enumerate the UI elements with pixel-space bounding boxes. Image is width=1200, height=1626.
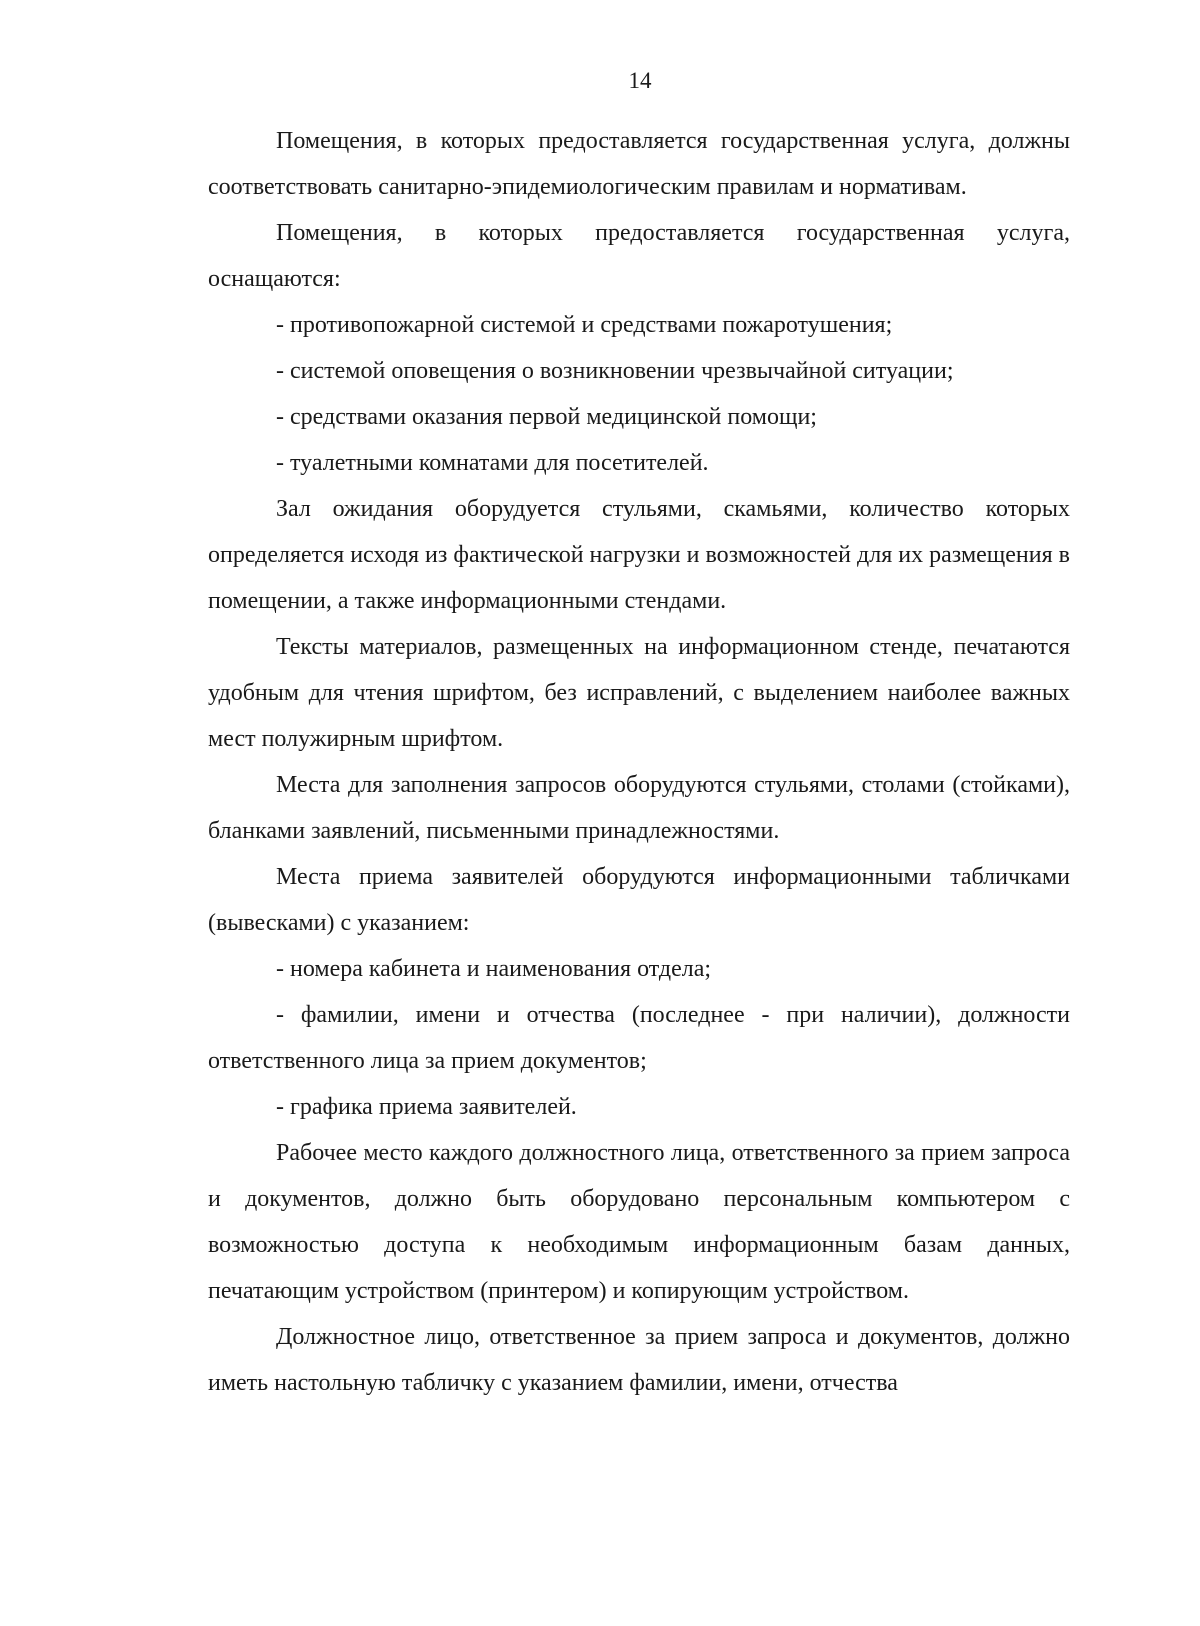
paragraph-reception-places: Места приема заявителей оборудуются информационными табличками (вывесками) с указанием: bbox=[208, 864, 1070, 936]
list-item-room-number: - номера кабинета и наименования отдела; bbox=[276, 956, 712, 982]
paragraph-waiting-hall: Зал ожидания оборудуется стульями, скамьями, количество которых определяется исходя из фактической нагрузки и возможностей для их размещения в помещении, а также информационными стендами. bbox=[208, 496, 1070, 614]
paragraph-official-nameplate: Должностное лицо, ответственное за прием запроса и документов, должно иметь настольную табличку с указанием фамилии, имени, отчества bbox=[208, 1324, 1070, 1396]
list-item-fire-system: - противопожарной системой и средствами пожаротушения; bbox=[276, 312, 893, 338]
list-item-restrooms: - туалетными комнатами для посетителей. bbox=[276, 450, 709, 476]
list-item-emergency-notification: - системой оповещения о возникновении чрезвычайной ситуации; bbox=[276, 358, 954, 384]
list-item-first-aid: - средствами оказания первой медицинской помощи; bbox=[276, 404, 817, 430]
paragraph-stand-texts: Тексты материалов, размещенных на информационном стенде, печатаются удобным для чтения шрифтом, без исправлений, с выделением наиболее важных мест полужирным шрифтом. bbox=[208, 634, 1070, 752]
paragraph-premises-sanitary: Помещения, в которых предоставляется государственная услуга, должны соответствовать санитарно-эпидемиологическим правилам и нормативам. bbox=[208, 128, 1070, 200]
list-item-responsible-person: - фамилии, имени и отчества (последнее - при наличии), должности ответственного лица за прием документов; bbox=[208, 1002, 1070, 1074]
paragraph-request-places: Места для заполнения запросов оборудуются стульями, столами (стойками), бланками заявлений, письменными принадлежностями. bbox=[208, 772, 1070, 844]
page-number: 14 bbox=[628, 68, 652, 93]
paragraph-premises-equipment: Помещения, в которых предоставляется государственная услуга, оснащаются: bbox=[208, 220, 1070, 292]
document-body bbox=[208, 118, 1070, 1406]
list-item-schedule: - графика приема заявителей. bbox=[276, 1094, 577, 1120]
paragraph-workplace: Рабочее место каждого должностного лица, ответственного за прием запроса и документов, должно быть оборудовано персональным компьютером с возможностью доступа к необходимым информационным базам данных, печатающим устройством (принтером) и копирующим устройством. bbox=[208, 1140, 1070, 1304]
